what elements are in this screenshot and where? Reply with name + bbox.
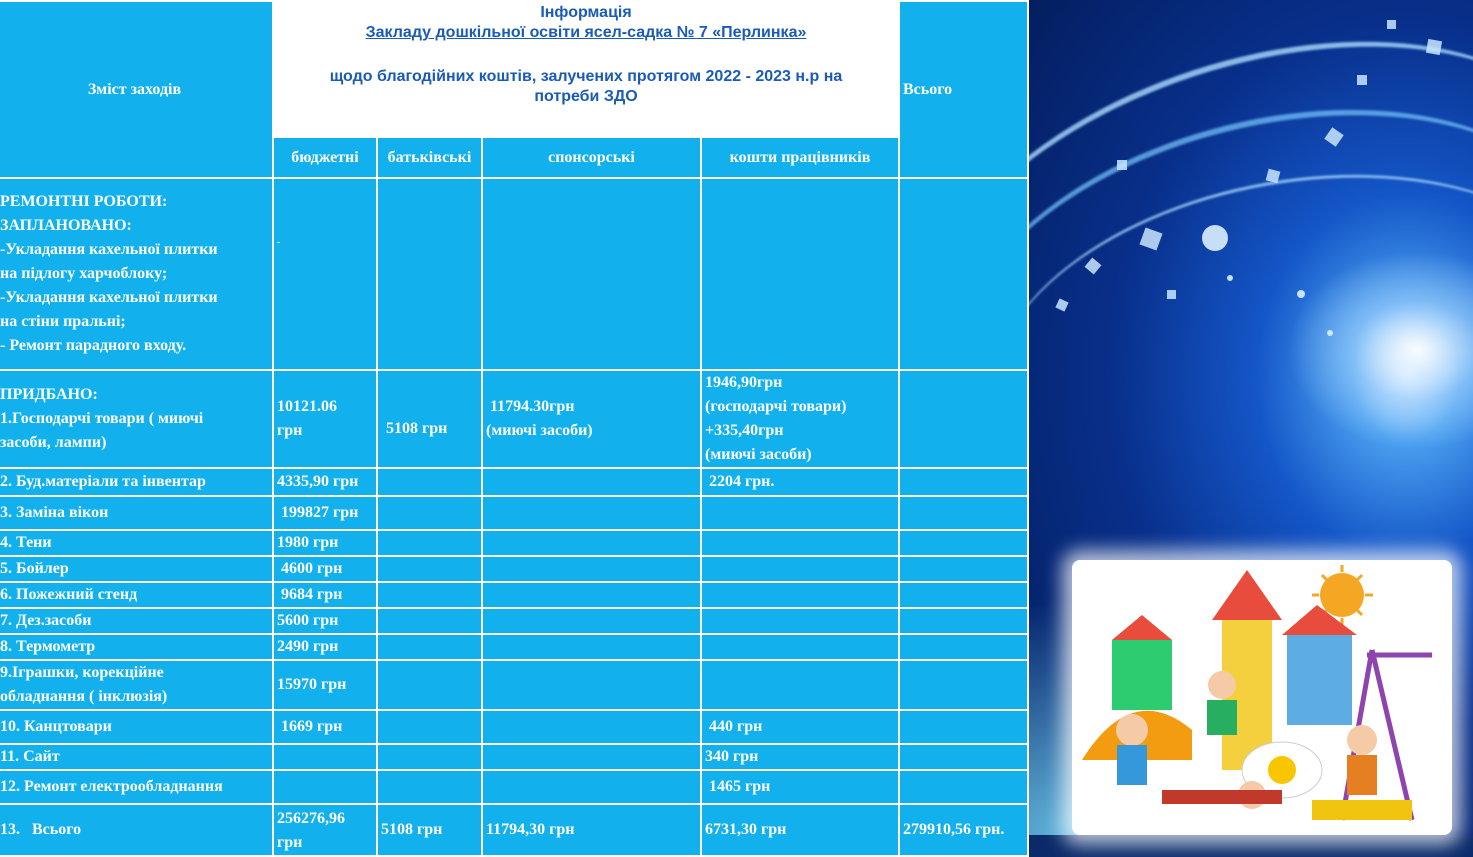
purchased-staff: 1946,90грн (господарчі товари) +335,40грн (миючі засоби) <box>701 370 899 468</box>
table-row-name: 3. Заміна вікон <box>0 496 273 530</box>
header-sponsors: спонсорські <box>482 137 701 178</box>
table-row-budget: 9684 грн <box>273 582 377 608</box>
header-total: Всього <box>899 1 1028 178</box>
table-row-staff: 1465 грн <box>701 770 899 804</box>
toys-cell: 9.Іграшки, корекційне обладнання ( інклюзія) <box>0 660 273 710</box>
sparkle <box>1117 160 1127 170</box>
total-row-budget: 256276,96 грн <box>273 804 377 856</box>
table-row-staff: 440 грн <box>701 710 899 744</box>
sparkle <box>1387 20 1396 29</box>
header-budget: бюджетні <box>273 137 377 178</box>
purchased-budget: 10121.06 грн <box>273 370 377 468</box>
purchased-sponsors: 11794.30грн (миючі засоби) <box>482 370 701 468</box>
table-row-budget: 1669 грн <box>273 710 377 744</box>
playground-drawing <box>1072 560 1452 835</box>
table-row-staff: 2204 грн. <box>701 468 899 496</box>
header-content: Зміст заходів <box>0 1 273 178</box>
playground-illustration <box>1072 560 1452 835</box>
header-description-line2: потреби ЗДО <box>534 88 638 105</box>
toys-budget: 15970 грн <box>273 660 377 710</box>
table-row-name: 8. Термометр <box>0 634 273 660</box>
sparkle <box>1426 39 1442 55</box>
table-row-staff: 340 грн <box>701 744 899 770</box>
table-row-name: 12. Ремонт електрообладнання <box>0 770 273 804</box>
sparkle <box>1167 290 1176 299</box>
table-row-name: 2. Буд.матеріали та інвентар <box>0 468 273 496</box>
purchased-parents: 5108 грн <box>377 370 482 468</box>
table-row-name: 11. Сайт <box>0 744 273 770</box>
table-row-name: 6. Пожежний стенд <box>0 582 273 608</box>
sparkle <box>1227 275 1233 281</box>
repairs-budget: - <box>273 178 377 370</box>
repairs-cell: РЕМОНТНІ РОБОТИ: ЗАПЛАНОВАНО: -Укладання кахельної плитки на підлогу харчоблоку; -Укладання кахельної плитки на стіни пральні; - Ремонт парадного входу. <box>0 178 273 370</box>
total-row-total: 279910,56 грн. <box>899 804 1028 856</box>
sparkle <box>1297 290 1305 298</box>
table-row-budget: 199827 грн <box>273 496 377 530</box>
total-row-sponsors: 11794,30 грн <box>482 804 701 856</box>
table-row-name: 5. Бойлер <box>0 556 273 582</box>
document-header <box>273 1 899 137</box>
table-row-budget: 1980 грн <box>273 530 377 556</box>
table-row-budget: 2490 грн <box>273 634 377 660</box>
sparkle <box>1357 75 1367 85</box>
total-row-name: 13. Всього <box>0 804 273 856</box>
document-title: Інформація <box>540 4 632 21</box>
purchased-cell: ПРИДБАНО: 1.Господарчі товари ( миючі засоби, лампи) <box>0 370 273 468</box>
table-row-name: 10. Канцтовари <box>0 710 273 744</box>
table-row-budget: 5600 грн <box>273 608 377 634</box>
sparkle <box>1327 330 1333 336</box>
table-row-budget: 4600 грн <box>273 556 377 582</box>
table-row-name: 7. Дез.засоби <box>0 608 273 634</box>
header-parents: батьківські <box>377 137 482 178</box>
header-staff: кошти працівників <box>701 137 899 178</box>
sparkle <box>1202 225 1228 251</box>
header-description-line1: щодо благодійних коштів, залучених протягом 2022 - 2023 н.р на <box>329 68 843 85</box>
total-row-parents: 5108 грн <box>377 804 482 856</box>
roof <box>1212 570 1282 620</box>
table-row-name: 4. Тени <box>0 530 273 556</box>
institution-name: Закладу дошкільної освіти ясел-садка № 7 «Перлинка» <box>365 24 807 41</box>
table-row-budget: 4335,90 грн <box>273 468 377 496</box>
total-row-staff: 6731,30 грн <box>701 804 899 856</box>
